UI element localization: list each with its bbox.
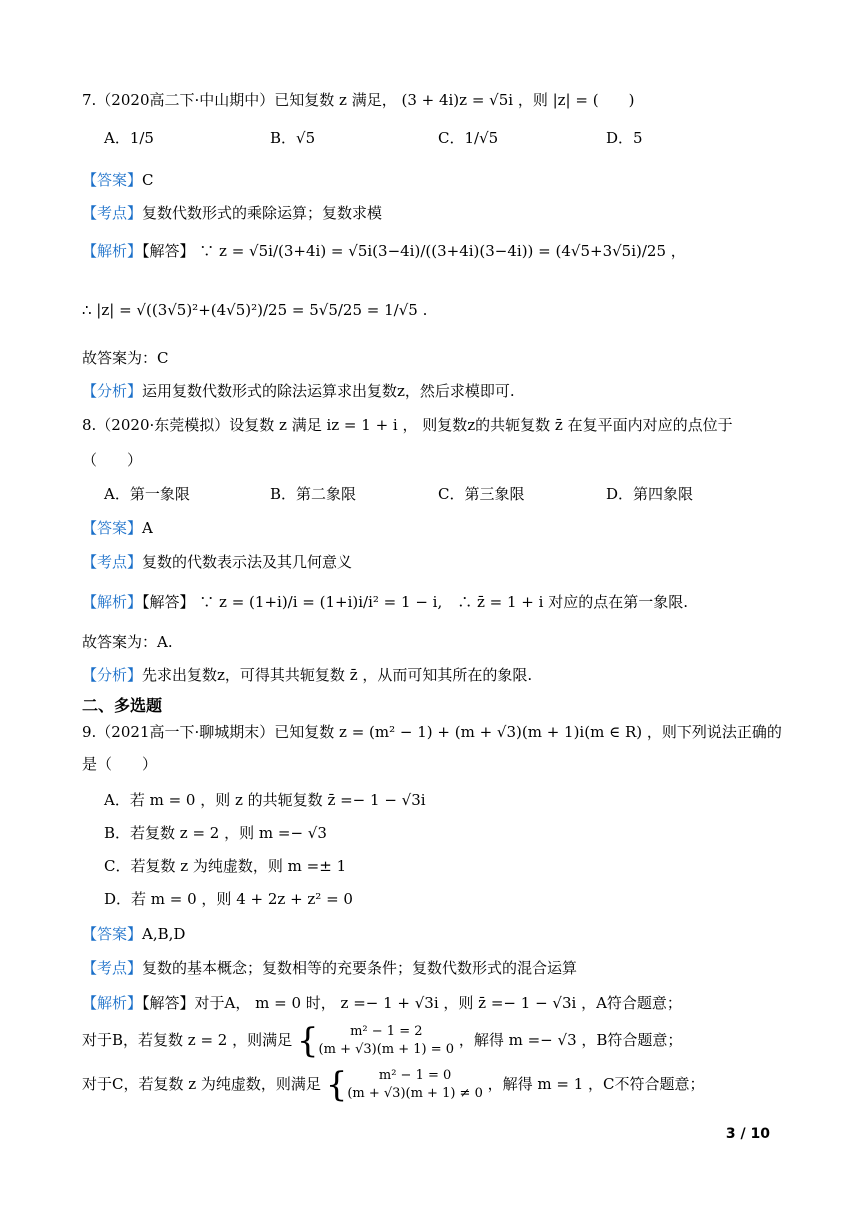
q7-final: 故答案为：C [82, 349, 169, 367]
answer-value: A,B,D [142, 925, 186, 943]
answer-tag: 【答案】 [82, 171, 143, 189]
q9-option-d: D．若 m = 0 ，则 4 + 2z + z² = 0 [104, 890, 353, 908]
q8-final: 故答案为：A. [82, 633, 173, 651]
q8-option-c: C．第三象限 [438, 485, 525, 503]
analysis-tag: 【解析】 [82, 994, 143, 1012]
q9-analysis-b [82, 1020, 682, 1060]
summary-tag: 【分析】 [82, 666, 143, 684]
q8-answer [82, 518, 153, 538]
q8-summary [82, 665, 532, 685]
answer-tag: 【答案】 [82, 925, 143, 943]
kp-tag: 【考点】 [82, 959, 143, 977]
q8-option-a: A．第一象限 [104, 485, 190, 503]
q9-option-c: C．若复数 z 为纯虚数，则 m =± 1 [104, 857, 347, 875]
equation-system [319, 1023, 455, 1059]
kp-text: 复数代数形式的乘除运算；复数求模 [142, 204, 383, 222]
q9-stem: 9.（2021高一下·聊城期末）已知复数 z = (m² − 1) + (m + √3)(m + 1)i(m ∈ R) ，则下列说法正确的 [82, 723, 782, 741]
case-c-prefix: 对于C，若复数 z 为纯虚数，则满足 [82, 1075, 321, 1093]
kp-tag: 【考点】 [82, 553, 143, 571]
q9-knowledge-point [82, 958, 577, 978]
q7-analysis-line2: ∴ |z| = √((3√5)²+(4√5)²)/25 = 5√5/25 = 1/√5 . [82, 301, 428, 319]
summary-text: 运用复数代数形式的除法运算求出复数z，然后求模即可. [142, 382, 515, 400]
q9-stem-line2: 是（ ） [82, 755, 158, 773]
page-number: 3 / 10 [725, 1126, 770, 1142]
q7-option-d: D．5 [606, 129, 643, 147]
kp-text: 复数的代数表示法及其几何意义 [142, 553, 353, 571]
answer-value: C [142, 171, 154, 189]
q9-option-a: A．若 m = 0 ，则 z 的共轭复数 z̄ =− 1 − √3i [104, 791, 426, 809]
case-b-prefix: 对于B，若复数 z = 2 ，则满足 [82, 1031, 293, 1049]
analysis-tag: 【解析】 [82, 593, 143, 611]
brace-icon: { [325, 1065, 348, 1105]
equation-2: (m + √3)(m + 1) ≠ 0 [347, 1086, 483, 1101]
section-heading: 二、多选题 [82, 696, 163, 715]
equation-system [347, 1067, 483, 1103]
kp-text: 复数的基本概念；复数相等的充要条件；复数代数形式的混合运算 [142, 959, 578, 977]
q8-stem-line2: （ ） [82, 451, 143, 469]
analysis-text: 【解答】对于A， m = 0 时， z =− 1 + √3i ，则 z̄ =− 1 − √3i ，A符合题意； [142, 994, 682, 1012]
q7-option-c: C．1/√5 [438, 129, 499, 147]
q8-stem: 8.（2020·东莞模拟）设复数 z 满足 iz = 1 + i ， 则复数z的共轭复数 z̄ 在复平面内对应的点位于 [82, 416, 733, 434]
answer-value: A [142, 519, 153, 537]
brace-icon: { [296, 1021, 319, 1061]
q7-summary [82, 381, 515, 401]
q7-option-b: B．√5 [270, 129, 316, 147]
summary-text: 先求出复数z，可得其共轭复数 z̄ ，从而可知其所在的象限. [142, 666, 533, 684]
summary-tag: 【分析】 [82, 382, 143, 400]
analysis-text: 【解答】 ∵ z = √5i/(3+4i) = √5i(3−4i)/((3+4i)(3−4i)) = (4√5+3√5i)/25 ， [142, 242, 686, 260]
q8-analysis [82, 592, 688, 612]
q7-analysis [82, 241, 686, 261]
analysis-text: 【解答】 ∵ z = (1+i)/i = (1+i)i/i² = 1 − i, ∴ z̄ = 1 + i 对应的点在第一象限. [142, 593, 688, 611]
equation-2: (m + √3)(m + 1) = 0 [318, 1042, 455, 1057]
q7-knowledge-point [82, 203, 382, 223]
equation-1: m² − 1 = 2 [350, 1024, 423, 1039]
kp-tag: 【考点】 [82, 204, 143, 222]
q9-analysis [82, 993, 682, 1013]
analysis-tag: 【解析】 [82, 242, 143, 260]
q7-option-a: A．1/5 [104, 129, 154, 147]
answer-tag: 【答案】 [82, 519, 143, 537]
q9-answer [82, 924, 185, 944]
q9-analysis-c [82, 1064, 705, 1104]
q9-option-b: B．若复数 z = 2 ，则 m =− √3 [104, 824, 327, 842]
q7-stem: 7.（2020高二下·中山期中）已知复数 z 满足， (3 + 4i)z = √5i ，则 |z| = ( ) [82, 91, 635, 109]
q8-option-b: B．第二象限 [270, 485, 357, 503]
q7-answer [82, 170, 154, 190]
case-b-suffix: ，解得 m =− √3 ，B符合题意； [458, 1031, 683, 1049]
case-c-suffix: ，解得 m = 1 ，C不符合题意； [487, 1075, 705, 1093]
q8-knowledge-point [82, 552, 352, 572]
equation-1: m² − 1 = 0 [378, 1068, 452, 1083]
q8-option-d: D．第四象限 [606, 485, 694, 503]
